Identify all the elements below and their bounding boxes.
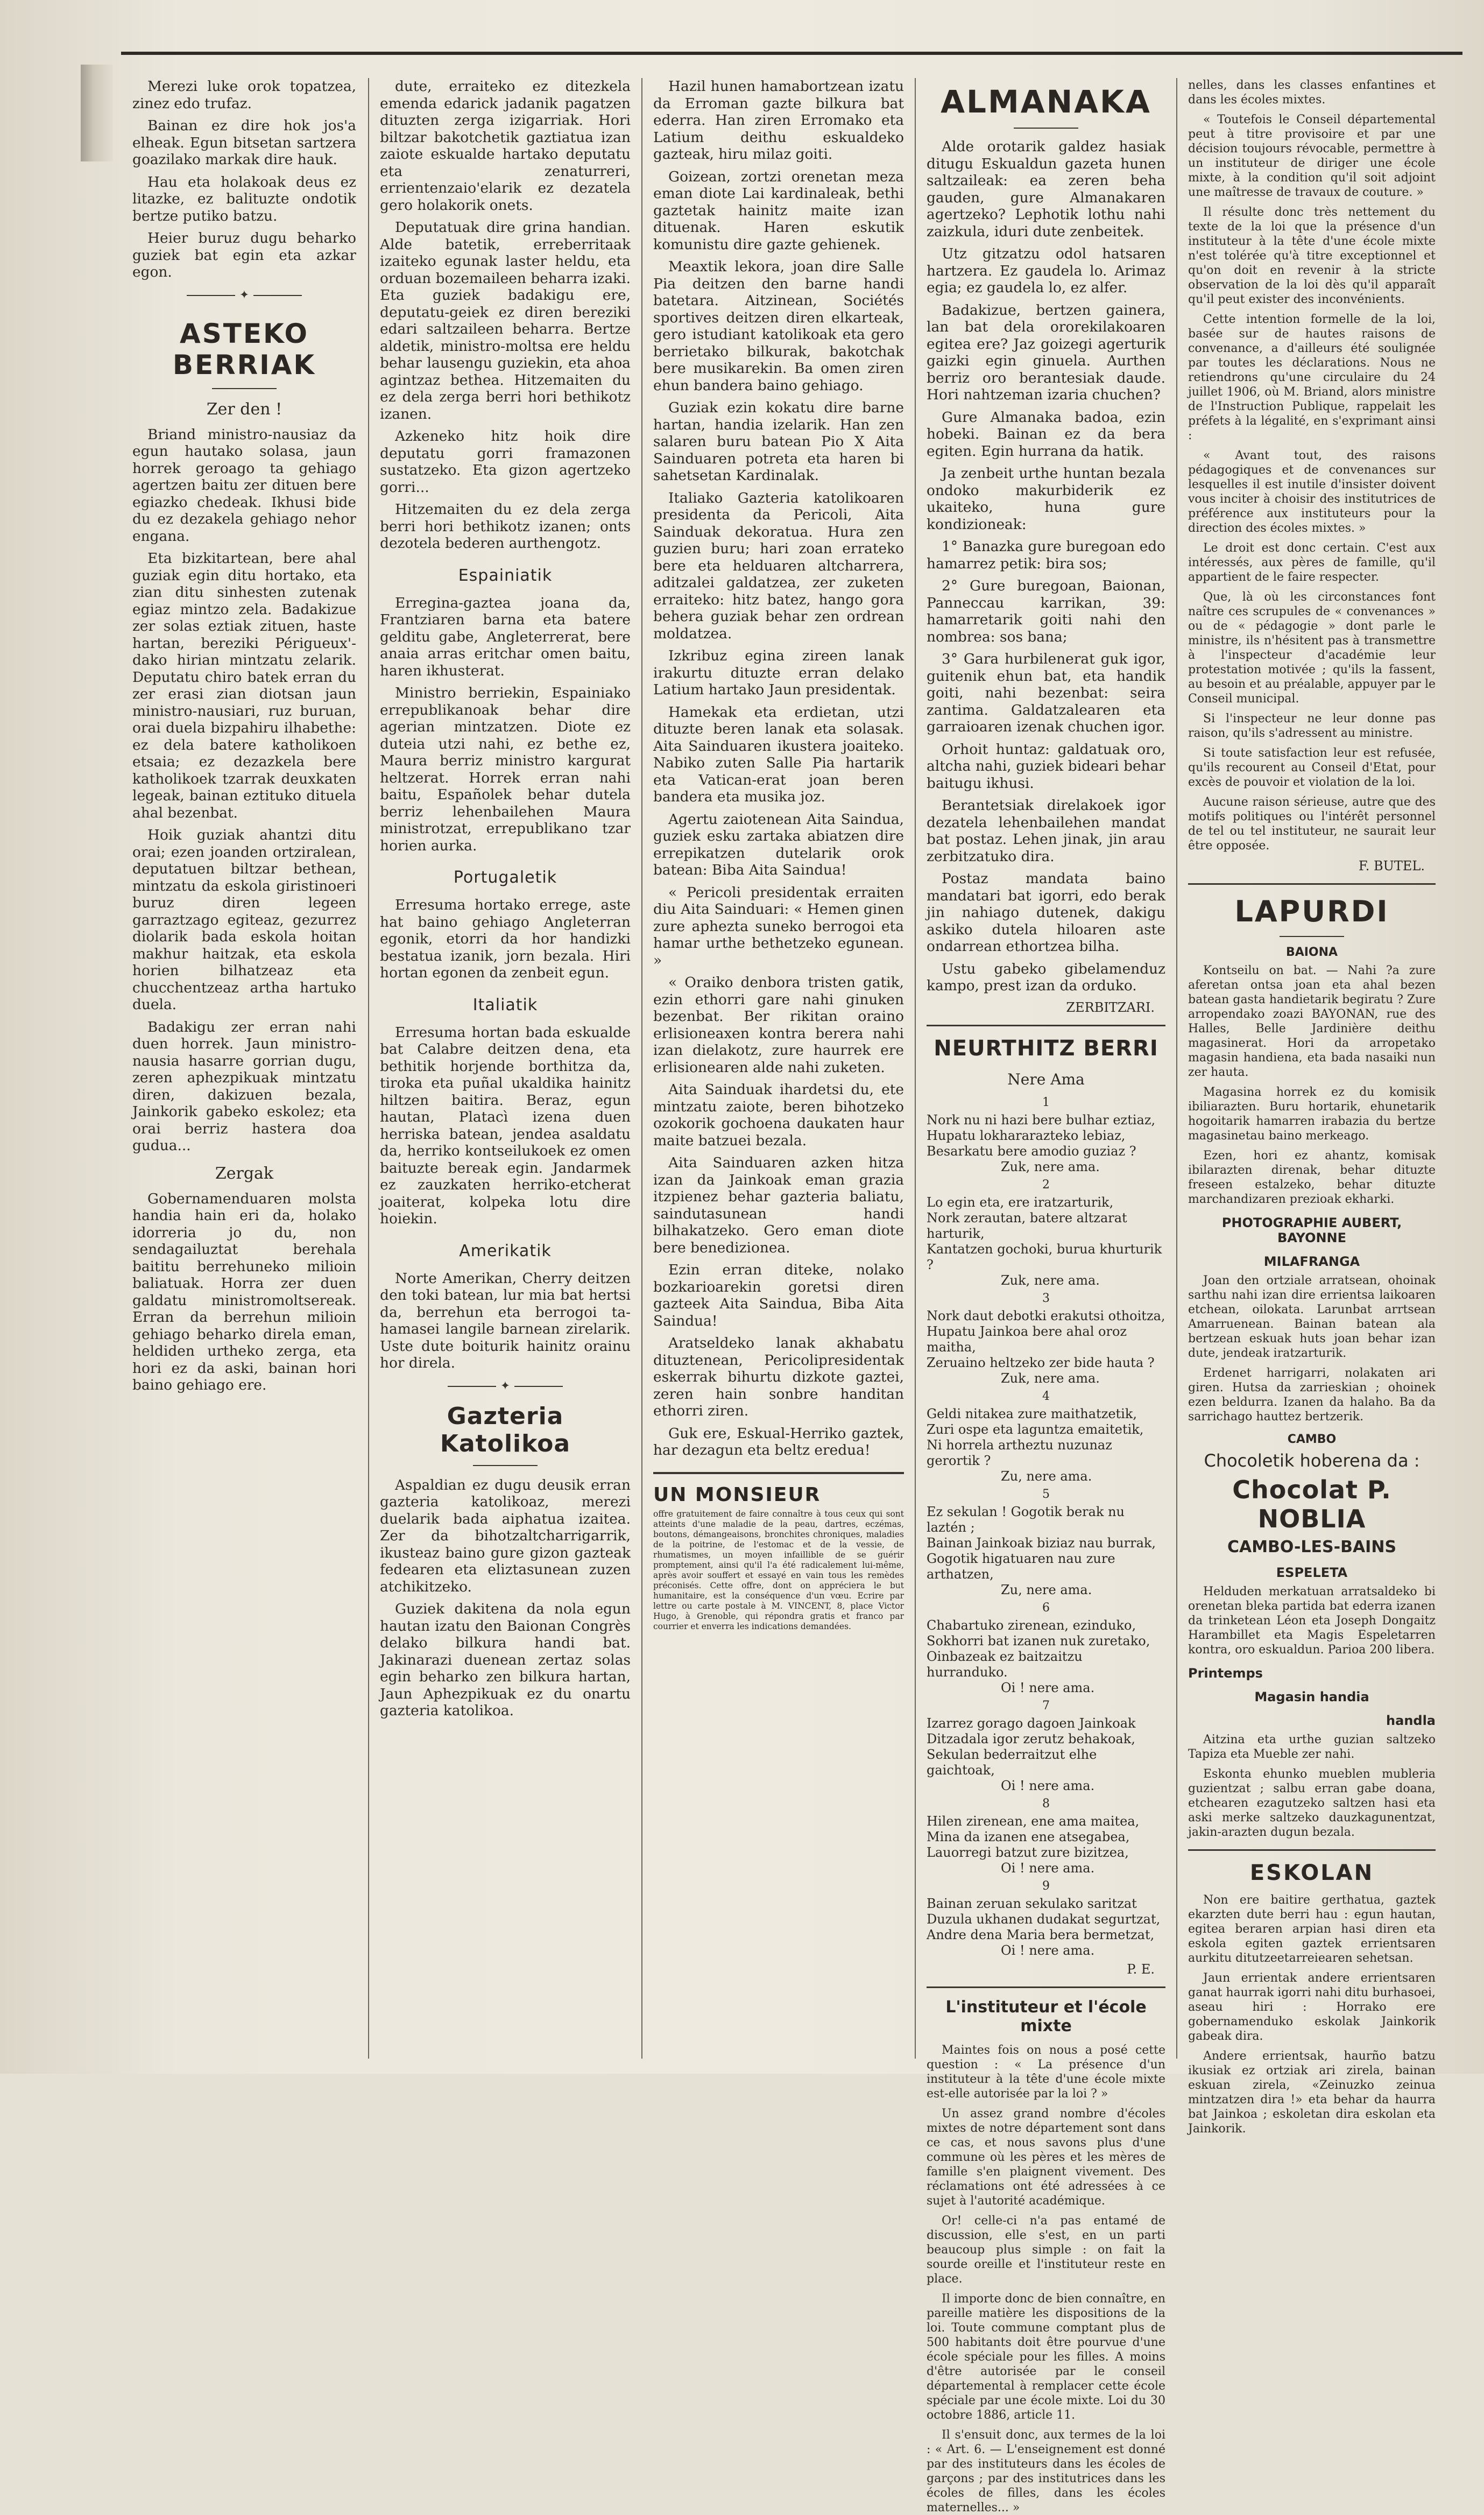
stanza-number: 8 (1042, 1797, 1050, 1810)
article-paragraph: Guziek dakitena da nola egun hautan izatu den Baionan Congrès delako bilkura handi bat. Jakinarazi duenean zertaz solas egin beharko zen bilkura hartan, Jaun Aphezpikuak ez du onartu gazteria katolikoa. (380, 1601, 631, 1719)
stanza-number: 9 (1042, 1879, 1050, 1893)
article-paragraph: Maintes fois on nous a posé cette question : « La présence d'un instituteur à la tête d'une école mixte est-elle autorisée par la loi ? » (927, 2043, 1165, 2101)
article-paragraph: Joan den ortziale arratsean, ohoinak sarthu nahi izan dire errientsa laikoaren etchean, oilokata. Larunbat arrtsean Amarruenean. Bainan batean ala bertzean eskuak huts joan behar izan dute, jendeak iratzarturik. (1188, 1274, 1436, 1360)
title-underline (212, 388, 277, 389)
signature-zerbitzari: ZERBITZARI. (1066, 999, 1155, 1015)
article-paragraph: Guk ere, Eskual-Herriko gaztek, har dezagun eta beltz eredua! (653, 1425, 904, 1459)
article-paragraph: Deputatuak dire grina handian. Alde batetik, erreberritaak izaiteko egunak laster heldu, eta orduan bozemaileen beharra izaki. Eta guziek badakigu ere, deputatu-geiek ez diren bereziki edari saltzaileen beharra. Bertze aldetik, ministro-moltsa ere heldu behar lausengu guziekin, eta ahoa agintzaz bethea. Hitzemaiten du ez dela zerga berri hori bethikotz izanen. (380, 219, 631, 422)
poem-line: Bainan Jainkoak biziaz nau burrak, (927, 1535, 1156, 1551)
stanza-number: 5 (1042, 1487, 1050, 1501)
article-paragraph: Alde orotarik galdez hasiak ditugu Eskualdun gazeta hunen saltzaileak: ea zeren beha gauden, gure Almanakaren agertzeko? Lephotik lothu nahi zaizkula, iduri dute zenbeitek. (927, 138, 1165, 240)
heading-espeleta: ESPELETA (1276, 1565, 1348, 1580)
poem-stanza (927, 1601, 1165, 1696)
subheading-italiatik: Italiatik (472, 995, 538, 1015)
section-title-neurthitz-berri: NEURTHITZ BERRI (934, 1035, 1158, 1061)
poem-refrain: Zuk, nere ama. (1001, 1370, 1100, 1386)
chocolate-brand: Chocolat P. NOBLIA (1232, 1475, 1391, 1533)
article-paragraph: Aita Sainduaren azken hitza izan da Jainkoak eman grazia itzpienez behar gazteria baliatu, saindutasunean handi bilhakatzeko. Gero eman diote bere benedizionea. (653, 1154, 904, 1256)
heading-milafranga: MILAFRANGA (1263, 1254, 1360, 1269)
poem-stanza (927, 1096, 1165, 1175)
ad-text: offre gratuitement de faire connaître à tous ceux qui sont atteints d'une maladie de la peau, dartres, eczémas, boutons, démangeaisons, bronchites chroniques, maladies de la poitrine, de l'estomac et de la vessie, de rhumatismes, un moyen infaillible de se guérir promptement, ainsi qu'il l'a été radicalement lui-même, après avoir souffert et essayé en vain tous les remèdes préconisés. Cette offre, dont on appréciera le but humanitaire, est la conséquence d'un vœu. Ecrire par lettre ou carte postale à M. VINCENT, 8, place Victor Hugo, à Grenoble, qui répondra gratis et franco par courrier et enverra les indications demandées. (653, 1509, 904, 1631)
poem-line: Chabartuko zirenean, ezinduko, (927, 1617, 1136, 1633)
intro-paragraph: Heier buruz dugu beharko guziek bat egin eta azkar egon. (132, 230, 356, 280)
article-paragraph: Briand ministro-nausiaz da egun hautako solasa, jaun horrek geroago ta gehiago agertzen baitu zer dituen bere egiazko chedeak. Ikhusi bide du ez dezakela gehiago nehor engana. (132, 426, 356, 545)
poem-line: Besarkatu bere amodio guziaz ? (927, 1143, 1136, 1159)
article-paragraph: Il résulte donc très nettement du texte de la loi que la présence d'un instituteur à la tête d'une école mixte n'est tolérée qu'à titre exceptionnel et qu'on doit en revenir à la stricte observation de la loi dès qu'il apparaît qu'il peut exister des inconvénients. (1188, 206, 1436, 306)
chocolate-location: CAMBO-LES-BAINS (1227, 1538, 1397, 1556)
section-rule (927, 1986, 1165, 1988)
article-paragraph: Ministro berriekin, Espainiako errepublikanoak behar dire agerian mintzatzen. Diote ez duteia utzi nahi, ez bethe ez, Maura berriz ministro kargurat heltzerat. Horrek erran nahi baitu, Españolek behar dutela berriz lehenbailehen Maura ministrotzat, errepublikano tzar horien aurka. (380, 685, 631, 854)
poem-stanza (927, 1292, 1165, 1386)
article-paragraph: Il importe donc de bien connaître, en pareille matière les dispositions de la loi. Toute commune comptant plus de 500 habitants doit être pourvue d'une école spéciale pour les filles. A moins d'être autorisée par le conseil départemental à remplacer cette école spéciale par une école mixte. Loi du 30 octobre 1886, article 11. (927, 2292, 1165, 2422)
article-paragraph: nelles, dans les classes enfantines et dans les écoles mixtes. (1188, 79, 1436, 107)
article-paragraph: Kontseilu on bat. — Nahi ?a zure aferetan ontsa joan eta ahal bezen batean gasta handietarik begiratu ? Zure arropendako zoazi BAYONAN, rue des Halles, Belle Jardinière deithu magasinerat. Hori da arropetako magasin handiena, eta bada nasaiki nun zer hauta. (1188, 964, 1436, 1079)
section-rule (1188, 883, 1436, 885)
article-paragraph: Magasina horrek ez du komisik ibiliarazten. Buru hortarik, ehunetarik hogoitarik hamarren irabazia du bertze magasinetau baino merkeago. (1188, 1086, 1436, 1143)
poem-line: Geldi nitakea zure maithatzetik, (927, 1406, 1137, 1421)
poem-refrain: Zuk, nere ama. (1001, 1159, 1100, 1174)
article-paragraph: Erresuma hortako errege, aste hat baino gehiago Angleterran egonik, etorri da hor handizki bestatua izanik, jorn bezala. Hiri hortan egonen da zenbeit egun. (380, 897, 631, 981)
signature-butel: F. BUTEL. (1358, 858, 1425, 873)
article-paragraph: Erresuma hortan bada eskualde bat Calabre deitzen dena, eta bethitik horjende borthitza da, tiroka eta puñal ukaldika hainitz hiltzen baitira. Beraz, egun hautan, Platacì izena duen herriska batean, jendea asaldatu da, herriko kontseilukoek ez omen baituzte bereak egin. Jandarmek ez zauzkaten herriko-etcherat joaiterat, kolpeka lotu dire hoiekin. (380, 1024, 631, 1227)
subheading-portugaletik: Portugaletik (453, 868, 557, 887)
poem-title: Nere Ama (1007, 1070, 1085, 1088)
article-paragraph: Jaun errientak andere errientsaren ganat haurrak igorri nahi ditu burhasoei, aseau hiri : Horrako ere gobernamenduko eskolak Jainkorik gabeak dira. (1188, 1971, 1436, 2043)
poem-line: Nork zerautan, batere altzarat harturik, (927, 1210, 1127, 1241)
article-paragraph: Aratseldeko lanak akhabatu dituztenean, Pericolipresidentak eskerrak bihurtu dizkote gaztei, zeren hain sonbre handitan ethorri ziren. (653, 1335, 904, 1419)
poem-line: Lo egin eta, ere iratzarturik, (927, 1194, 1114, 1210)
poem-line: Zuri ospe eta laguntza emaitetik, (927, 1421, 1144, 1437)
article-paragraph: Il s'ensuit donc, aux termes de la loi : « Art. 6. — L'enseignement est donné par des instituteurs dans les écoles de garçons ; par des institutrices dans les écoles de filles, dans les écoles maternelles... » (927, 2428, 1165, 2514)
ad-rule (653, 1472, 904, 1474)
heading-baiona: BAIONA (1285, 946, 1338, 959)
column-5 (1179, 78, 1444, 2136)
article-paragraph: Ustu gabeko gibelamenduz kampo, prest izan da orduko. (927, 960, 1165, 994)
article-paragraph: Eskonta ehunko mueblen mubleria guzientzat ; salbu erran gabe doana, etchearen ezagutzeko saltzen hasi eta aski merke saltzeko dauzkagunentzat, jakin-arazten dugun bezala. (1188, 1767, 1436, 1839)
subheading-amerikatik: Amerikatik (459, 1241, 552, 1260)
article-paragraph: « Toutefois le Conseil départemental peut à titre provisoire et par une décision toujours révocable, permettre à un instituteur de diriger une école mixte, à la condition qu'il soit adjoint une maîtresse de travaux de couture. » (1188, 113, 1436, 199)
poem-stanza (927, 1488, 1165, 1598)
article-paragraph: Aita Sainduak ihardetsi du, ete mintzatu zaiote, beren bihotzeko ozokorik gochoena daukaten haur maite batzuei bezala. (653, 1081, 904, 1149)
section-title-lapurdi: LAPURDI (1234, 894, 1389, 928)
intro-paragraph: Hau eta holakoak deus ez litazke, ez balituzte ondotik bertze putiko batzu. (132, 173, 356, 224)
poem-stanza (927, 1390, 1165, 1484)
poem-line: Hilen zirenean, ene ama maitea, (927, 1813, 1140, 1829)
poem-line: Duzula ukhanen dudakat segurtzat, (927, 1911, 1161, 1927)
poem-stanza (927, 1797, 1165, 1876)
article-paragraph: 3° Gara hurbilenerat guk igor, guitenik ehun bat, eta handik goiti, nahi bezenbat: seira zantima. Galdatzalearen eta garraioaren izenak chuchen igor. (927, 651, 1165, 735)
poem-line: Ez sekulan ! Gogotik berak nu laztén ; (927, 1504, 1125, 1535)
article-paragraph: « Oraiko denbora tristen gatik, ezin ethorri gare nahi ginuken bezenbat. Ber rikitan oraino erlisioneaxen kontra berera nahi izan dielakotz, zure haurrek ere erlisionearen alde nahi zuketen. (653, 974, 904, 1076)
article-paragraph: Si toute satisfaction leur est refusée, qu'ils recourent au Conseil d'Etat, pour excès de pouvoir et violation de la loi. (1188, 746, 1436, 789)
article-paragraph: Aspaldian ez dugu deusik erran gazteria katolikoaz, merezi duelarik bada aiphatua izaitea. Zer da bihotzaltcharrigarrik, ikusteaz baino gure gizon gazteak fedearen eta eliztasunean zuzen atchikitzeko. (380, 1476, 631, 1595)
column-rule (1176, 78, 1177, 2059)
poem-line: Nork nu ni hazi bere bulhar eztiaz, (927, 1112, 1156, 1128)
stanza-number: 3 (1042, 1291, 1050, 1305)
article-paragraph: Goizean, zortzi orenetan meza eman diote Lai kardinaleak, bethi gaztetak hainitz maite izan dituenak. Haren eskutik komunistu dire gazte gehienek. (653, 168, 904, 253)
poem-line: Oinbazeak ez baitzaitzu hurranduko. (927, 1649, 1083, 1680)
printemps-heading: Printemps (1188, 1666, 1263, 1681)
article-paragraph: Badakizue, bertzen gainera, lan bat dela ororekilakoaren egitea ere? Jaz goizegi agerturik gaizki egin ginuela. Aurthen berriz oro berantesiak daude. Hori nahtzeman izaria chuchen? (927, 301, 1165, 403)
article-paragraph: Meaxtik lekora, joan dire Salle Pia deitzen den barne handi batetara. Aitzinean, Sociétés sportives deitzen diren elkarteak, gero istudiant katolikoak eta gero berrietako bilkurak, bakotchak bere musikarekin. Ba omen ziren ehun bandera baino gehiago. (653, 258, 904, 394)
stanza-number: 4 (1042, 1389, 1050, 1403)
column-rule (915, 78, 916, 2059)
section-title-almanaka: ALMANAKA (941, 83, 1151, 120)
stanza-number: 6 (1042, 1601, 1050, 1615)
printemps-store: Magasin handia (1254, 1689, 1369, 1704)
poem-line: Nork daut debotki erakutsi othoitza, (927, 1308, 1165, 1323)
column-2 (371, 78, 639, 2064)
article-paragraph: Hoik guziak ahantzi ditu orai; ezen joanden ortziralean, deputatuen biltzar bethean, mintzatu da eskola giristinoeri buruz diren legeen garraztzago egiteaz, gezurrez diolarik bada eskola hoitan makhur haitzak, eta eskola horien bilhatzeaz eta chucchentzeaz artha hartuko duela. (132, 827, 356, 1013)
poem-line: Ditzadala igor zerutz behakoak, (927, 1731, 1135, 1746)
stanza-number: 2 (1042, 1178, 1050, 1192)
poem-refrain: Oi ! nere ama. (1001, 1942, 1095, 1958)
section-title-asteko-berriak: ASTEKO BERRIAK (172, 318, 316, 381)
intro-paragraph: Merezi luke orok topatzea, zinez edo trufaz. (132, 78, 356, 112)
article-paragraph: Badakigu zer erran nahi duen horrek. Jaun ministro-nausia hasarre gorrian dugu, zeren aphezpikuak mintzatu diren, dakizuen bezala, Jainkorik gabeko eskolez; eta orai berriz hastera doa gudua... (132, 1018, 356, 1154)
article-paragraph: Agertu zaiotenean Aita Saindua, guziek esku zartaka abiatzen dire errepikatzen dutelarik orok batean: Biba Aita Saindua! (653, 811, 904, 878)
title-underline (1014, 128, 1078, 129)
article-paragraph: 1° Banazka gure buregoan edo hamarrez petik: bira sos; (927, 538, 1165, 572)
article-paragraph: Un assez grand nombre d'écoles mixtes de notre département sont dans ce cas, et nous savons plus d'une commune où les pères et les mères de famille s'en plaignent vivement. Des réclamations ont été adressées à ce sujet à l'autorité académique. (927, 2107, 1165, 2208)
stanza-number: 7 (1042, 1699, 1050, 1713)
article-paragraph: Italiako Gazteria katolikoaren presidenta da Pericoli, Aita Sainduak dekoratua. Hura zen guzien buru; hari zoan errateko bere eta helduaren altcharrera, aditzalei galdatzea, zer zuketen erraiteko: hitz batez, hango gora behera guziak behar zen ordrean moldatzea. (653, 489, 904, 642)
poem-refrain: Zu, nere ama. (1001, 1468, 1092, 1484)
poem-stanza (927, 1699, 1165, 1794)
poem-line: Izarrez gorago dagoen Jainkoak (927, 1715, 1136, 1731)
column-4 (918, 78, 1174, 2514)
poem-refrain: Oi ! nere ama. (1001, 1680, 1095, 1695)
ad-title: UN MONSIEUR (653, 1483, 821, 1506)
article-paragraph: Non ere baitire gerthatua, gaztek ekarzten dute berri hau : egun hautan, egitea beraren arpian hasi diren eta eskola egiten gaztek errientsaren aurkitu ditutzeetarreiearen sehetsan. (1188, 1893, 1436, 1965)
article-paragraph: Ezen, hori ez ahantz, komisak ibilarazten direnak, behar dituzte freseen estalzeko, behar dituzte marchandizaren prezioak ekharki. (1188, 1149, 1436, 1206)
subheading-espainiatik: Espainiatik (458, 566, 553, 585)
article-paragraph: Helduden merkatuan arratsaldeko bi orenetan bleka partida bat ederra izanen da trinketean Léon eta Joseph Dongaitz Harambillet eta Magis Espeletarren kontra, oro eskualdun. Parioa 200 libera. (1188, 1585, 1436, 1657)
article-paragraph: Berantetsiak direlakoek igor dezatela lehenbailehen mandat bat postaz. Lehen jinak, jin arau zerbitzatuko dira. (927, 797, 1165, 865)
poem-signature: P. E. (1127, 1961, 1155, 1977)
title-underline (1280, 936, 1344, 937)
article-paragraph: Erdenet harrigarri, nolakaten ari giren. Hutsa da zarrieskian ; ohoinek ezen beldurra. Izanen da halaho. Ba da sarrichago hauttez bertzerik. (1188, 1366, 1436, 1424)
french-article (927, 2043, 1165, 2515)
poem-refrain: Oi ! nere ama. (1001, 1860, 1095, 1876)
poem-stanza (927, 1178, 1165, 1288)
article-paragraph: Norte Amerikan, Cherry deitzen den toki batean, lur mia bat hertsi da, berrehun eta berrogoi ta-hamasei langile barnean zirelarik. Uste dute boiturik hainitz orainu hor direla. (380, 1270, 631, 1371)
column-3 (645, 78, 913, 2064)
photographer-ad: PHOTOGRAPHIE AUBERT, BAYONNE (1221, 1215, 1402, 1245)
poem-line: Gogotik higatuaren nau zure arthatzen, (927, 1551, 1115, 1582)
article-paragraph: Gure Almanaka badoa, ezin hobeki. Bainan ez da bera egiten. Egin hurrana da hatik. (927, 408, 1165, 460)
article-paragraph: Ja zenbeit urthe huntan bezala ondoko makurbiderik ez ukaiteko, huna gure kondizioneak: (927, 465, 1165, 533)
article-paragraph: Hamekak eta erdietan, utzi dituzte beren lanak eta solasak. Aita Sainduaren ikustera joaiteko. Nabiko zuten Salle Pia hartarik eta Vatican-erat joan beren bandera eta musika joz. (653, 703, 904, 805)
poem-line: Mina da izanen ene atsegabea, (927, 1829, 1130, 1844)
french-article-continued (1188, 78, 1436, 853)
article-paragraph: Aucune raison sérieuse, autre que des motifs politiques ou l'intérêt personnel de tel ou tel instituteur, ne saurait leur être opposée. (1188, 795, 1436, 853)
poem-line: Sekulan bederraitzut elhe gaichtoak, (927, 1746, 1097, 1778)
printemps-store-2: handla (1386, 1713, 1436, 1728)
article-paragraph: Andere errientsak, haurño batzu ikusiak ez ortziak ari zirela, bainan eskuan zirela, «Zeinuzko zeinua mintzatzen dira !» eta behar da haurra bat Jainkoa ; eskoletan dira eskolan eta Jainkorik. (1188, 2049, 1436, 2136)
ornament-divider: ✦ (132, 288, 356, 302)
chocolate-ad-line: Chocoletik hoberena da : (1204, 1450, 1420, 1471)
section-title-eskolan: ESKOLAN (1249, 1861, 1374, 1885)
section-rule (1188, 1849, 1436, 1851)
ornament-divider: ✦ (380, 1379, 631, 1393)
poem-line: Bainan zeruan sekulako saritzat (927, 1896, 1137, 1911)
article-paragraph: Or! celle-ci n'a pas entamé de discussion, elle s'est, en un parti beaucoup plus simple : on fait la sourde oreille et l'instituteur reste en place. (927, 2214, 1165, 2286)
paper-fold-mark (81, 65, 113, 161)
poem-line: Ni horrela artheztu nuzunaz gerortik ? (927, 1437, 1112, 1468)
article-paragraph: Ezin erran diteke, nolako bozkarioarekin goretsi diren gazteek Aita Saindua, Biba Aita Saindua! (653, 1262, 904, 1329)
column-rule (641, 78, 642, 2059)
stanza-number: 1 (1042, 1095, 1050, 1109)
article-paragraph: Le droit est donc certain. C'est aux intéressés, aux pères de famille, qu'il appartient de le faire respecter. (1188, 541, 1436, 584)
article-paragraph: Erregina-gaztea joana da, Frantziaren barna eta batere gelditu gabe, Angleterrerat, bere anaia arras eritchar omen baitu, haren ikhusterat. (380, 594, 631, 679)
article-paragraph: Si l'inspecteur ne leur donne pas raison, qu'ils s'adressent au ministre. (1188, 712, 1436, 740)
poem-refrain: Oi ! nere ama. (1001, 1778, 1095, 1793)
heading-cambo: CAMBO (1287, 1433, 1337, 1446)
advertisement-un-monsieur (653, 1484, 904, 1632)
section-rule (927, 1025, 1165, 1026)
subheading-zergak: Zergak (215, 1164, 274, 1183)
poem-line: Lauorregi batzut zure bizitzea, (927, 1844, 1129, 1860)
article-paragraph: Hitzemaiten du ez dela zerga berri hori bethikotz izanen; onts dezotela bederen aurthengotz. (380, 501, 631, 552)
poem-line: Kantatzen gochoki, burua khurturik ? (927, 1241, 1162, 1272)
poem-refrain: Zuk, nere ama. (1001, 1272, 1100, 1288)
poem-line: Andre dena Maria bera bermetzat, (927, 1927, 1155, 1942)
article-paragraph: Eta bizkitartean, bere ahal guziak egin ditu hortako, eta zian ditu sinhesten zutenak egiaz mintzo zela. Badakizue zer solas eztiak zituen, haste hartan, bereziki Périgueux'-dako hirian mintzatu zelarik. Deputatu chiro batek erran du zer erasi zian diotsan jaun ministro-nausiari, ruz buruan, orai duela bizpahiru ilhabethe: ez dela batere katholikoen etsaia; ez dezazkela bere katholikoek tzarrak deuxkaten legeak, bainan eztituko dituela ahal bezenbat. (132, 550, 356, 821)
article-paragraph: Orhoit huntaz: galdatuak oro, altcha nahi, guziek bideari behar baitugu ikhusi. (927, 741, 1165, 792)
top-rule (121, 52, 1462, 55)
column-1 (124, 78, 365, 2064)
intro-paragraph: Bainan ez dire hok jos'a elheak. Egun bitsetan sartzera goazilako markak dire hauk. (132, 117, 356, 168)
poem-line: Zeruaino heltzeko zer bide hauta ? (927, 1355, 1155, 1370)
article-paragraph: Que, là où les circonstances font naître ces scrupules de « convenances » ou de « pédagogie » dont parle le ministre, ils n'hésitent pas à transmettre à l'inspecteur d'académie leur protestation motivée ; qu'ils la fassent, au besoin et au préalable, appuyer par le Conseil municipal. (1188, 590, 1436, 706)
poem-line: Hupatu lokhararazteko lebiaz, (927, 1128, 1126, 1143)
poem-refrain: Zu, nere ama. (1001, 1582, 1092, 1597)
column-rule (368, 78, 369, 2059)
article-paragraph: Hazil hunen hamabortzean izatu da Erroman gazte bilkura bat ederra. Han ziren Erromako eta Latium deithu eskualdeko gazteak, hiru milaz goiti. (653, 78, 904, 163)
section-title-gazteria-katolikoa: Gazteria Katolikoa (440, 1402, 571, 1457)
article-paragraph: Aitzina eta urthe guzian saltzeko Tapiza eta Mueble zer nahi. (1188, 1733, 1436, 1761)
article-paragraph: « Pericoli presidentak erraiten diu Aita Sainduari: « Hemen ginen zure aphezta suneko berrogoi eta hamar urthe bethetzeko egunean. » (653, 884, 904, 969)
subheading-zer-den: Zer den ! (206, 399, 282, 419)
article-paragraph: Utz gitzatzu odol hatsaren hartzera. Ez gaudela lo. Arimaz egia; ez gaudela lo, ez alfer. (927, 245, 1165, 296)
poem-line: Sokhorri bat izanen nuk zuretako, (927, 1633, 1150, 1649)
article-paragraph: 2° Gure buregoan, Baionan, Panneccau karrikan, 39: hamarretarik goiti nahi den nombrea: sos bana; (927, 577, 1165, 645)
section-title-instituteur: L'instituteur et l'école mixte (945, 1997, 1147, 2035)
title-underline (473, 1465, 538, 1466)
article-paragraph: Guziak ezin kokatu dire barne hartan, handia izelarik. Han zen salaren buru batean Pio X Aita Sainduaren potreta eta haren bi sahetsetan Kardinalak. (653, 399, 904, 484)
poem-stanza (927, 1879, 1165, 1959)
article-paragraph: Azkeneko hitz hoik dire deputatu gorri framazonen sustatzeko. Eta gizon agertzeko gorri... (380, 428, 631, 496)
poem-line: Hupatu Jainkoa bere ahal oroz maitha, (927, 1323, 1127, 1355)
article-paragraph: Postaz mandata baino mandatari bat igorri, edo berak jin nahiago dutenek, dakigu askiko dutela hiloaren aste ondarrean ethortzea bilha. (927, 870, 1165, 955)
article-paragraph: dute, erraiteko ez ditezkela emenda edarick jadanik pagatzen dituzten zerga izigarriak. Hori biltzar bakotchetik gaztiatua izan zaiote eskualde hartako deputatu eta zenaturreri, errientenzaio'elarik ez dezatela gero holakorik onets. (380, 78, 631, 214)
article-paragraph: Cette intention formelle de la loi, basée sur de hautes raisons de convenance, a d'ailleurs été soulignée par toutes les déclarations. Nous ne retiendrons qu'une circulaire du 24 juillet 1906, où M. Briand, alors ministre de l'Instruction Publique, rappelait les préfets à la légalité, en s'exprimant ainsi : (1188, 313, 1436, 442)
article-paragraph: Izkribuz egina zireen lanak irakurtu dituzte erran delako Latium hartako Jaun presidentak. (653, 647, 904, 698)
article-paragraph: Gobernamenduaren molsta handia hain eri da, holako idorreria jo du, non sendagailuztat berehala baititu berrehuneko milioin baliatuak. Horra zer duen galdatu ministromoltsereak. Erran da berrehun milioin gehiago beharko direla eman, heldiden urtheko zerga, eta hori ez da aski, bainan hori baino gehiago ere. (132, 1190, 356, 1393)
article-paragraph: « Avant tout, des raisons pédagogiques et de convenances sur lesquelles il est inutile d'insister doivent vous inciter à choisir des institutrices de préférence aux instituteurs pour la direction des écoles mixtes. » (1188, 449, 1436, 535)
